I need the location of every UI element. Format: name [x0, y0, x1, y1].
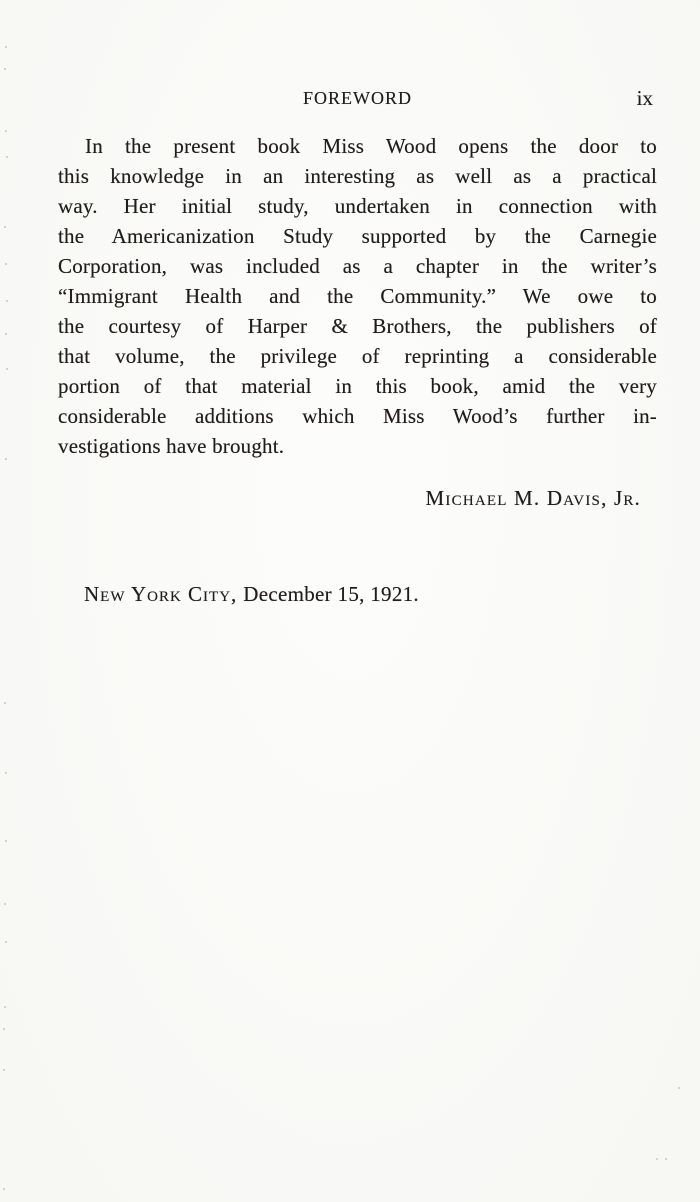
running-head — [58, 86, 657, 110]
scan-speck — [5, 840, 7, 842]
paragraph-line: Corporation, was included as a chapter in the writer’s — [58, 254, 657, 278]
paragraph-line: the courtesy of Harper & Brothers, the publishers of — [58, 314, 657, 338]
dateline — [84, 582, 419, 607]
page-header-title: FOREWORD — [302, 88, 412, 108]
scan-speck — [5, 941, 7, 943]
scan-speck — [3, 1069, 5, 1071]
scan-speck — [5, 46, 7, 48]
scan-speck — [678, 1087, 680, 1089]
paragraph-line: considerable additions which Miss Wood’s further in- — [58, 404, 657, 428]
scan-speck — [6, 300, 8, 302]
dateline-date: December 15, 1921. — [243, 582, 419, 606]
paragraph-line: the Americanization Study supported by the Carnegie — [58, 224, 657, 248]
scan-speck — [5, 263, 7, 265]
scan-speck — [4, 226, 6, 228]
scan-speck — [4, 1006, 6, 1008]
scan-speck — [656, 1158, 658, 1160]
paragraph-line: way. Her initial study, undertaken in connection with — [58, 194, 657, 218]
paragraph-line: this knowledge in an interesting as well as a practical — [58, 164, 657, 188]
scan-speck — [5, 333, 7, 335]
paragraph-line: that volume, the privilege of reprinting a considerable — [58, 344, 657, 368]
scan-speck — [4, 68, 6, 70]
scan-speck — [6, 368, 8, 370]
scan-speck — [6, 156, 8, 158]
paragraph-line: vestigations have brought. — [58, 434, 285, 458]
scan-speck — [4, 702, 6, 704]
scan-speck — [3, 1028, 5, 1030]
scan-speck — [5, 458, 7, 460]
dateline-place: New York City, — [84, 582, 238, 606]
scan-speck — [5, 772, 7, 774]
scan-speck — [3, 1188, 5, 1190]
scan-speck — [4, 903, 6, 905]
scan-speck — [665, 1158, 667, 1160]
paragraph-line: “Immigrant Health and the Community.” We owe to — [58, 284, 657, 308]
paragraph-line: In the present book Miss Wood opens the door to — [85, 134, 657, 158]
paragraph-line: portion of that material in this book, amid the very — [58, 374, 657, 398]
scan-speck — [5, 130, 7, 132]
foreword-paragraph — [58, 131, 657, 461]
page-number: ix — [636, 86, 653, 110]
signature: Michael M. Davis, Jr. — [425, 486, 641, 510]
